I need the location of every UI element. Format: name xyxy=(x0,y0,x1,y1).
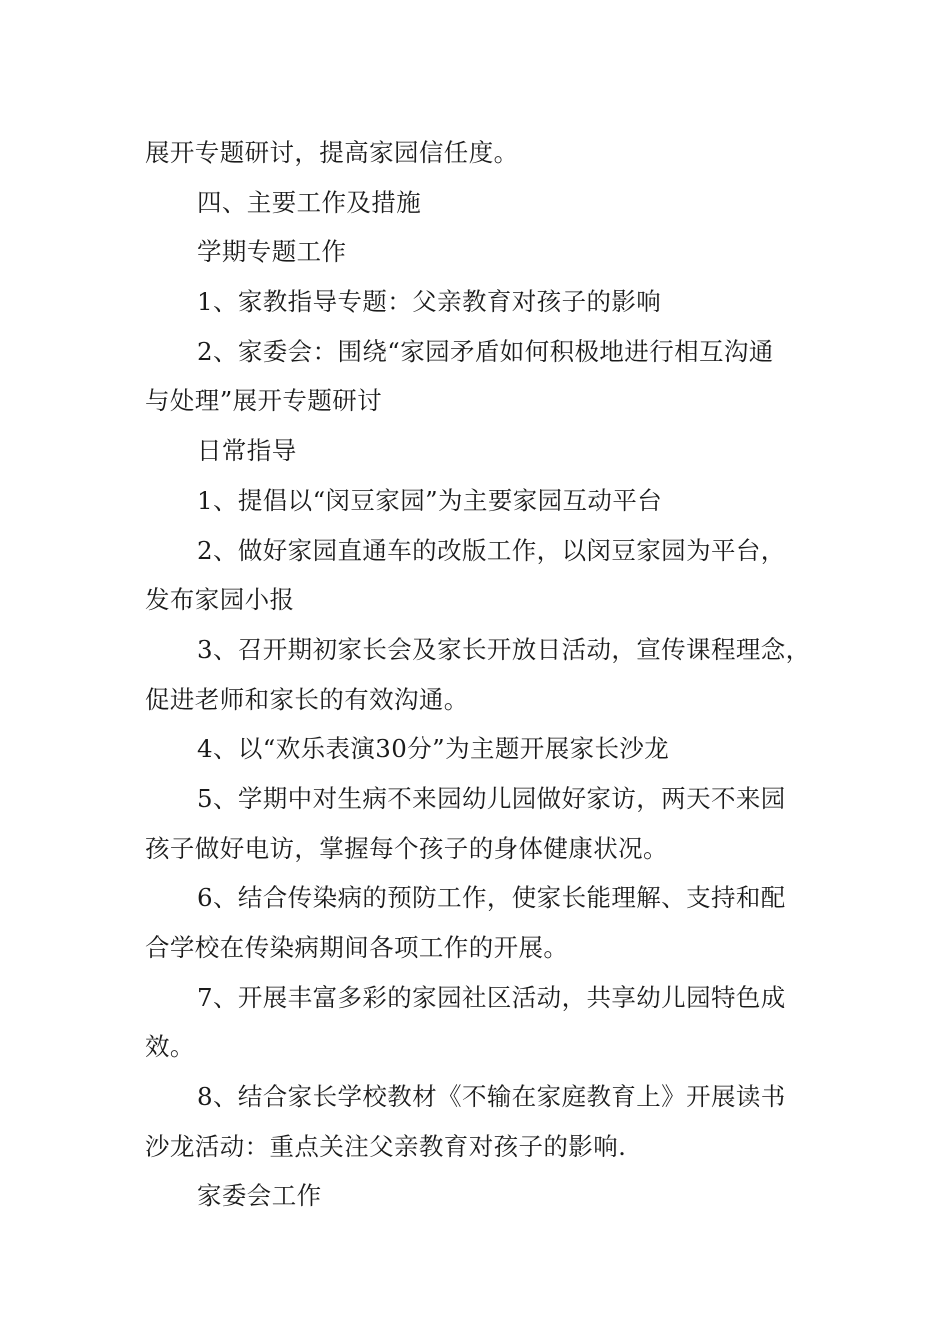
list-item: 2、做好家园直通车的改版工作，以闵豆家园为平台， xyxy=(197,535,786,565)
list-item-continuation: 与处理”展开专题研讨 xyxy=(145,386,383,416)
list-item-continuation: 合学校在传染病期间各项工作的开展。 xyxy=(145,933,569,962)
list-item: 1、家教指导专题：父亲教育对孩子的影响 xyxy=(197,287,662,317)
text-line-1: 展开专题研讨，提高家园信任度。 xyxy=(145,138,519,167)
list-item: 1、提倡以“闵豆家园”为主要家园互动平台 xyxy=(197,485,663,515)
list-item: 8、结合家长学校教材《不输在家庭教育上》开展读书 xyxy=(197,1082,786,1112)
list-item: 5、学期中对生病不来园幼儿园做好家访，两天不来园 xyxy=(197,783,786,813)
list-item: 7、开展丰富多彩的家园社区活动，共享幼儿园特色成 xyxy=(197,982,786,1012)
list-item: 3、召开期初家长会及家长开放日活动，宣传课程理念， xyxy=(197,634,811,664)
section-heading-main-work: 四、主要工作及措施 xyxy=(197,187,422,217)
list-item-continuation: 孩子做好电访，掌握每个孩子的身体健康状况。 xyxy=(145,833,668,863)
subheading-parent-committee: 家委会工作 xyxy=(197,1181,322,1211)
list-item: 2、家委会：围绕“家园矛盾如何积极地进行相互沟通 xyxy=(197,336,774,366)
subheading-semester-topics: 学期专题工作 xyxy=(197,237,347,267)
list-item: 4、以“欢乐表演30分”为主题开展家长沙龙 xyxy=(197,734,670,764)
list-item: 6、结合传染病的预防工作，使家长能理解、支持和配 xyxy=(197,883,786,913)
subheading-daily-guidance: 日常指导 xyxy=(197,436,297,466)
list-item-continuation: 效。 xyxy=(145,1032,195,1062)
document-body xyxy=(145,128,820,1221)
list-item-continuation: 发布家园小报 xyxy=(145,585,295,615)
list-item-continuation: 沙龙活动：重点关注父亲教育对孩子的影响. xyxy=(145,1131,627,1161)
list-item-continuation: 促进老师和家长的有效沟通。 xyxy=(145,684,469,714)
